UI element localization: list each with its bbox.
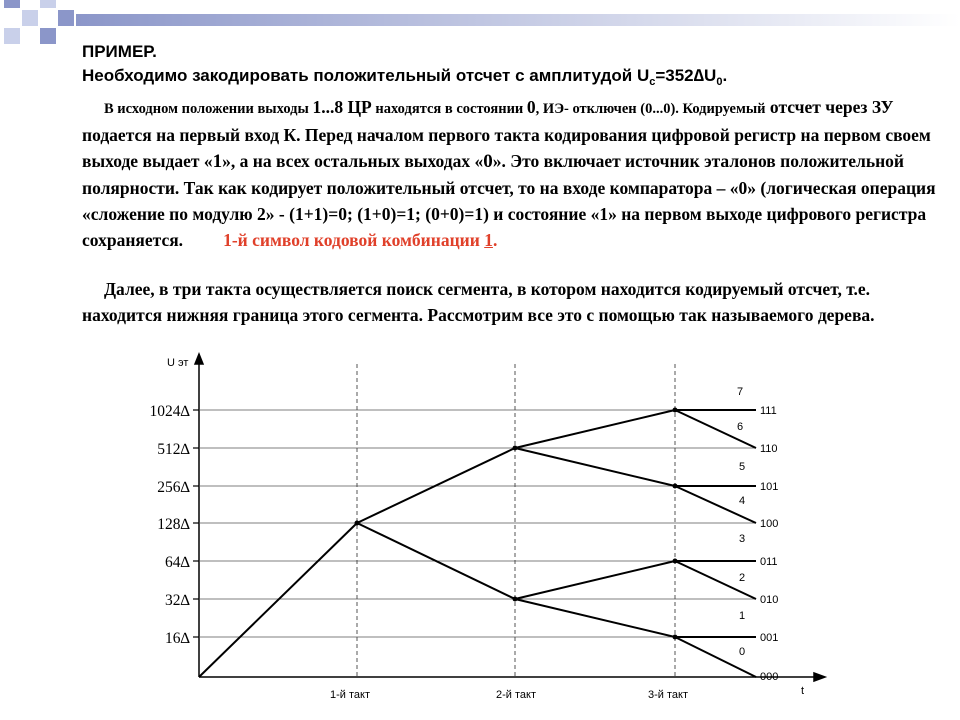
- level-label: 512∆: [157, 441, 190, 458]
- p1-text-j: ». Это включает источник эталонов положительной полярности. Так как кодирует положительный отсчет, то на входе компаратора – «0» (логическая операция «сложение по модулю 2» - (1+1)=0; (1+0)=1; (0+0)=1) и состояние «1» на первом выходе цифрового регистра сохраняется.: [82, 151, 936, 250]
- p1-text-e: , ИЭ- отключен (0...0). Кодируемый: [535, 101, 766, 117]
- segment-numbers: [737, 386, 745, 658]
- subscript-c: с: [649, 76, 656, 88]
- step-label: 2-й такт: [496, 689, 536, 701]
- deco-square: [22, 10, 38, 26]
- segment-number: 3: [738, 533, 746, 545]
- level-labels: [150, 403, 191, 647]
- code-label: 011: [760, 556, 778, 568]
- y-axis-arrow: [195, 354, 203, 364]
- task-text: Необходимо закодировать положительный отсчет с амплитудой U: [82, 66, 650, 85]
- segment-number: 1: [738, 610, 746, 622]
- segment-number: 2: [738, 572, 746, 584]
- level-gridlines: [199, 410, 756, 637]
- tree-nodes: [355, 408, 678, 640]
- code-labels: [760, 405, 778, 683]
- task-statement: [82, 66, 727, 88]
- p1-text-b: 1...8 ЦР: [312, 97, 372, 117]
- note-end: .: [492, 230, 498, 250]
- level-ticks: [193, 410, 199, 637]
- level-label: 16∆: [165, 630, 190, 647]
- step-dividers: [357, 364, 675, 677]
- p1-text-h: », а на всех остальных выходах «: [222, 151, 484, 171]
- task-u: U: [704, 66, 717, 85]
- segment-number: 5: [738, 461, 746, 473]
- segment-number: 4: [738, 495, 746, 507]
- note-value: 1: [484, 230, 493, 250]
- note-text: 1-й символ кодовой комбинации: [223, 230, 485, 250]
- branch: [199, 523, 357, 677]
- code-label: 001: [760, 632, 779, 644]
- node: [673, 484, 678, 489]
- node: [673, 635, 678, 640]
- node: [673, 559, 678, 564]
- deco-square: [40, 28, 56, 44]
- deco-square: [40, 0, 56, 8]
- code-label: 010: [760, 594, 779, 606]
- node: [513, 597, 518, 602]
- deco-square: [4, 28, 20, 44]
- level-label: 256∆: [157, 479, 190, 496]
- p1-text-c: находятся в состоянии: [371, 101, 527, 117]
- level-label: 128∆: [157, 516, 190, 533]
- code-label: 000: [760, 671, 779, 683]
- segment-number: 6: [736, 421, 744, 433]
- delta-symbol: ∆: [693, 66, 705, 85]
- t-axis-arrow: [814, 673, 825, 681]
- level-label: 32∆: [165, 592, 190, 609]
- step-labels: [330, 689, 688, 701]
- subscript-0: 0: [716, 76, 723, 88]
- deco-square: [58, 10, 74, 26]
- y-axis-label: U эт: [167, 357, 189, 369]
- node: [355, 521, 360, 526]
- branch: [515, 599, 675, 637]
- code-label: 100: [760, 518, 779, 530]
- code-label: 110: [760, 443, 778, 455]
- level-label: 64∆: [165, 554, 190, 571]
- axes: [195, 354, 825, 681]
- leaf-branch: [675, 410, 756, 448]
- slide-title: ПРИМЕР.: [82, 42, 157, 61]
- branch: [515, 410, 675, 448]
- paragraph-segment-search: [82, 276, 942, 328]
- paragraph-initial-state: [82, 94, 942, 253]
- coding-tree-diagram: [0, 350, 960, 720]
- node: [513, 446, 518, 451]
- branch: [515, 561, 675, 599]
- branch: [357, 448, 515, 523]
- level-label: 1024∆: [149, 403, 190, 420]
- first-symbol-note: [223, 230, 497, 250]
- deco-gradient-bar: [76, 14, 960, 26]
- t-axis-label: t: [801, 685, 805, 697]
- p1-text-g: 1: [212, 151, 223, 172]
- step-label: 1-й такт: [330, 689, 370, 701]
- p1-text-f: отсчет через ЗУ подается на первый вход К. Перед началом первого такта кодирования цифровой регистр на первом своем выходе выдает «: [82, 97, 931, 171]
- task-amplitude: =352: [655, 66, 694, 85]
- task-end: .: [722, 66, 728, 85]
- code-label: 101: [760, 481, 779, 493]
- p1-text-i: 0: [483, 151, 493, 172]
- segment-number: 7: [736, 386, 744, 398]
- p1-text-a: В исходном положении выходы: [104, 101, 313, 117]
- deco-square: [4, 0, 20, 8]
- segment-number: 0: [738, 646, 746, 658]
- branch: [515, 448, 675, 486]
- p2-text: Далее, в три такта осуществляется поиск сегмента, в котором находится кодируемый отсчет, т.е. находится нижняя граница этого сегмента. Рассмотрим все это с помощью так называемого дерева.: [82, 279, 875, 325]
- step-label: 3-й такт: [648, 689, 688, 701]
- code-label: 111: [760, 405, 777, 417]
- node: [673, 408, 678, 413]
- p1-text-d: 0: [526, 97, 536, 117]
